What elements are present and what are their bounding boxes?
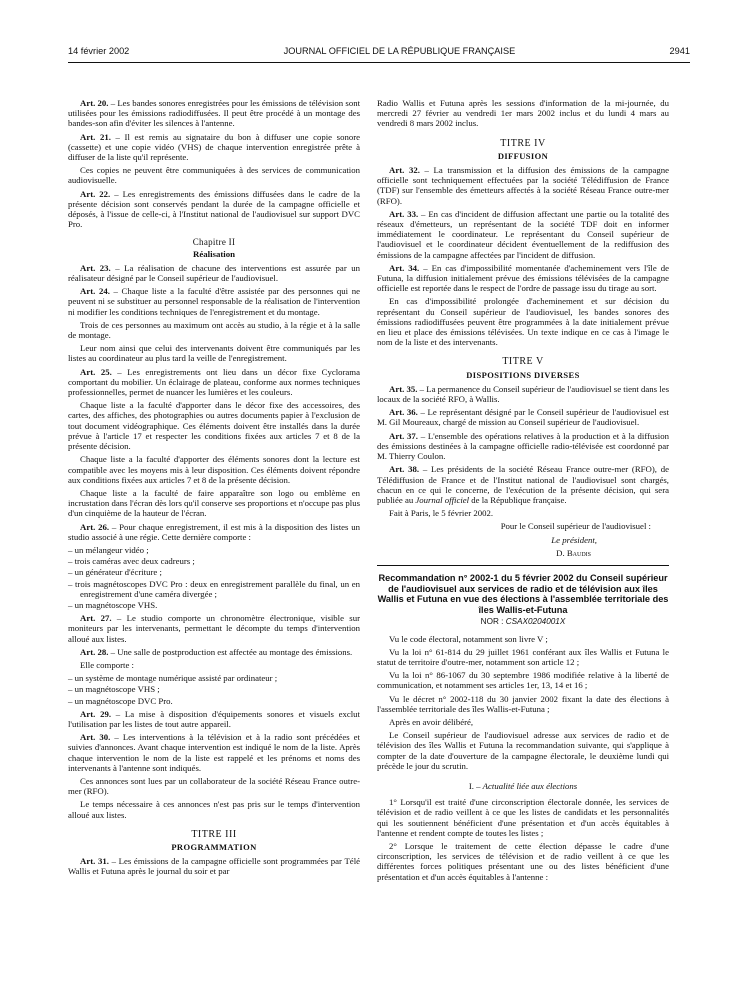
page-header bbox=[68, 44, 690, 58]
article-28: Art. 28. – Une salle de postproduction est affectée au montage des émissions. bbox=[80, 646, 353, 657]
titre-subheading: DISPOSITIONS DIVERSES bbox=[466, 369, 580, 380]
article-26: Art. 26. – Pour chaque enregistrement, il est mis à la disposition des listes un studio associé à une régie. Cette dernière comporte : bbox=[68, 521, 360, 542]
recommendation-title: Recommandation n° 2002-1 du 5 février 2002 du Conseil supérieur de l'audiovisuel aux services de radio et de télévision aux îles Wallis et Futuna en vue des élections à l'assemblée territoriale des îles Wallis-et-Futuna bbox=[377, 572, 669, 615]
header-date: 14 février 2002 bbox=[68, 46, 130, 56]
titre-subheading: DIFFUSION bbox=[497, 150, 549, 161]
list-item: – un magnétoscope VHS ; bbox=[68, 684, 160, 695]
paragraph: 1° Lorsqu'il est traité d'une circonscription électorale donnée, les services de télévision et de radio veillent à ce que les listes de candidats et les personnalités qui les soutiennent bénéficient d'une présentation et d'un accès équitables à l'antenne et rendent compte de toutes les listes ; bbox=[377, 797, 669, 838]
visa: Vu la loi n° 61-814 du 29 juillet 1961 conférant aux îles Wallis et Futuna le statut de territoire d'outre-mer, notamment son article 12 ; bbox=[377, 646, 669, 667]
list-item: – un magnétoscope VHS. bbox=[68, 599, 158, 610]
section-heading: I. – Actualité liée aux élections bbox=[468, 780, 578, 791]
titre-subheading: PROGRAMMATION bbox=[171, 842, 257, 852]
paragraph: Le temps nécessaire à ces annonces n'est pas pris sur le temps d'intervention alloué aux listes. bbox=[68, 799, 360, 820]
paragraph: Le Conseil supérieur de l'audiovisuel adresse aux services de radio et de télévision des îles Wallis et Futuna la recommandation suivante, qui s'applique à compter de la date d'ouverture de la campagne électorale, le deuxième lundi qui précède le jour du scrutin. bbox=[377, 730, 669, 771]
list-item: – un système de montage numérique assisté par ordinateur ; bbox=[68, 673, 278, 684]
article-20: Art. 20. – Les bandes sonores enregistrées pour les émissions de télévision sont utilisées pour les émissions radiodiffusées. Il peut être procédé à un montage des bandes-son afin d'éviter les silences à l'antenne. bbox=[68, 98, 360, 129]
signature-title: Le président, bbox=[551, 534, 597, 545]
right-column bbox=[377, 98, 669, 885]
visa: Vu le décret n° 2002-118 du 30 janvier 2002 fixant la date des élections à l'assemblée territoriale des îles Wallis-et-Futuna ; bbox=[377, 693, 669, 714]
paragraph: Après en avoir délibéré, bbox=[389, 716, 474, 727]
visa: Vu la loi n° 86-1067 du 30 septembre 1986 modifiée relative à la liberté de communication, et notamment ses articles 1er, 13, 14 et 16 ; bbox=[377, 670, 669, 691]
article-38: Art. 38. – Les présidents de la société Réseau France outre-mer (RFO), de Télédiffusion de France et de l'Institut national de l'audiovisuel sont chargés, chacun en ce qui le concerne, de l'exécution de la présente décision, qui sera publiée au Journal officiel de la République française. bbox=[377, 464, 670, 505]
article-29: Art. 29. – La mise à disposition d'équipements sonores et visuels exclut l'utilisation par les listes de tout autre appareil. bbox=[68, 708, 360, 729]
paragraph: Chaque liste a la faculté d'apporter des éléments sonores dont la lecture est compatible avec les moyens mis à leur disposition. Ces éléments doivent répondre aux conditions fixées aux articles 7 et 8 de la présente décision. bbox=[68, 454, 360, 485]
paragraph: Ces copies ne peuvent être communiquées à des services de communication audiovisuelle. bbox=[68, 165, 360, 186]
article-32: Art. 32. – La transmission et la diffusion des émissions de la campagne officielle sont techniquement effectuées par la société Télédiffusion de France (TDF) sur l'ensemble des émetteurs affectés à la société Réseau France outre-mer (RFO). bbox=[377, 165, 669, 206]
paragraph-continued: Radio Wallis et Futuna après les sessions d'information de la mi-journée, du mercredi 27 février au vendredi 1er mars 2002 inclus et du lundi 4 mars au vendredi 8 mars 2002 inclus. bbox=[377, 98, 669, 129]
article-25: Art. 25. – Les enregistrements ont lieu dans un décor fixe Cyclorama comportant du mobilier. Un éclairage de plateau, conforme aux normes techniques professionnelles, permet de nuancer les lumières et les couleurs. bbox=[68, 366, 360, 398]
list-item: – trois magnétoscopes DVC Pro : deux en enregistrement parallèle du final, un en enregistrement d'une caméra divergée ; bbox=[68, 578, 360, 599]
article-37: Art. 37. – L'ensemble des opérations relatives à la production et à la diffusion des émissions destinées à la campagne officielle radio-télévisée est coordonné par M. Thierry Coulon. bbox=[377, 430, 669, 462]
list-item: – un mélangeur vidéo ; bbox=[68, 544, 149, 555]
article-33: Art. 33. – En cas d'incident de diffusion affectant une partie ou la totalité des réseaux d'émetteurs, un représentant de la société TDF doit en informer immédiatement le coordinateur. Le représentant du Conseil supérieur de l'audiovisuel et le coordinateur décident éventuellement de la rediffusion des émissions de la campagne affectées par l'incident de diffusion. bbox=[377, 208, 669, 260]
date-line: Fait à Paris, le 5 février 2002. bbox=[389, 508, 494, 519]
titre-heading: TITRE V bbox=[502, 356, 544, 368]
section-separator bbox=[377, 565, 669, 566]
paragraph: Elle comporte : bbox=[80, 659, 134, 670]
article-35: Art. 35. – La permanence du Conseil supérieur de l'audiovisuel se tient dans les locaux de la société RFO, à Wallis. bbox=[377, 383, 669, 405]
article-30: Art. 30. – Les interventions à la télévision et à la radio sont précédées et suivies d'annonces. Avant chaque intervention est indiqué le nom de la liste. Après chaque intervention le nom de la liste est rappelé et les prénoms et noms des intervenants à l'antenne sont indiqués. bbox=[68, 732, 360, 773]
paragraph: En cas d'impossibilité prolongée d'acheminement et sur décision du représentant du Conseil supérieur de l'audiovisuel, les bandes sonores des émissions radiodiffusées peuvent être programmées à la date initialement prévue en lieu et place des émissions télévisées. Un texte indique en ce cas à l'image le nom de la liste et des intervenants. bbox=[377, 296, 669, 348]
header-page-number: 2941 bbox=[669, 46, 690, 56]
article-36: Art. 36. – Le représentant désigné par le Conseil supérieur de l'audiovisuel est M. Gil Moureaux, chargé de mission au Conseil supérieur de l'audiovisuel. bbox=[377, 407, 669, 428]
paragraph: Chaque liste a la faculté d'apporter dans le décor fixe des accessoires, des cartes, des affiches, des photographies ou autres documents papier à l'exclusion de tout document vidéographique. Ces éléments doivent être installés dans la durée prévue à l'article 17 et respecter les conditions fixées aux articles 7 et 8 de la présente décision. bbox=[68, 400, 360, 452]
list-item: – trois caméras avec deux cadreurs ; bbox=[68, 556, 195, 567]
article-27: Art. 27. – Le studio comporte un chronomètre électronique, visible sur moniteurs par les intervenants, permettant le décompte du temps d'intervention alloué aux listes. bbox=[68, 613, 360, 644]
chapter-heading: Chapitre II bbox=[192, 237, 236, 248]
article-22: Art. 22. – Les enregistrements des émissions diffusées dans le cadre de la présente décision sont conservés pendant la durée de la campagne officielle et déposés, à l'issue de celle-ci, à l'Institut national de l'audiovisuel sur support DVC Pro. bbox=[68, 188, 360, 230]
paragraph: Trois de ces personnes au maximum ont accès au studio, à la régie et à la salle de montage. bbox=[68, 319, 360, 341]
list-item: – un générateur d'écriture ; bbox=[68, 567, 162, 578]
paragraph: Ces annonces sont lues par un collaborateur de la société Réseau France outre-mer (RFO). bbox=[68, 775, 360, 797]
paragraph: Leur nom ainsi que celui des intervenants doivent être communiqués par les listes au coordinateur au plus tard la veille de l'enregistrement. bbox=[68, 343, 360, 364]
article-31: Art. 31. – Les émissions de la campagne officielle sont programmées par Télé Wallis et Futuna après le journal du soir et par bbox=[68, 856, 361, 877]
signature-authority: Pour le Conseil supérieur de l'audiovisuel : bbox=[500, 521, 651, 532]
header-title: JOURNAL OFFICIEL DE LA RÉPUBLIQUE FRANÇAISE bbox=[283, 46, 516, 56]
article-23: Art. 23. – La réalisation de chacune des interventions est assurée par un réalisateur désigné par le Conseil supérieur de l'audiovisuel. bbox=[68, 262, 360, 284]
paragraph: 2° Lorsque le traitement de cette élection dépasse le cadre d'une circonscription, les services de télévision et de radio veillent à ce que les différentes forces politiques présentant une ou des listes bénéficient d'une présentation et d'un accès équitables à l'antenne : bbox=[377, 840, 669, 882]
chapter-subheading: Réalisation bbox=[192, 248, 236, 259]
left-column bbox=[68, 98, 360, 880]
header-rule bbox=[68, 62, 690, 63]
article-24: Art. 24. – Chaque liste a la faculté d'être assistée par des personnes qui ne peuvent ni se substituer au personnel responsable de la réalisation de l'intervention ni modifier les conditions techniques de l'enregistrement et du montage. bbox=[68, 286, 360, 317]
article-34: Art. 34. – En cas d'impossibilité momentanée d'acheminement vers l'île de Futuna, la diffusion initialement prévue des émissions télévisées de la campagne officielle est reportée dans le respect de l'ordre de passage issu du tirage au sort. bbox=[377, 262, 669, 294]
article-21: Art. 21. – Il est remis au signataire du bon à diffuser une copie sonore (cassette) et une copie vidéo (VHS) de chaque intervention enregistrée prête à diffuser de la liste qu'il représente. bbox=[68, 131, 361, 163]
titre-heading: TITRE III bbox=[191, 828, 237, 840]
signature-name: D. Baudis bbox=[556, 547, 591, 558]
titre-heading: TITRE IV bbox=[500, 137, 546, 149]
visa: Vu le code électoral, notamment son livre V ; bbox=[389, 633, 548, 644]
list-item: – un magnétoscope DVC Pro. bbox=[68, 695, 173, 706]
nor-reference: NOR : CSAX0204001X bbox=[480, 617, 566, 627]
paragraph: Chaque liste a la faculté de faire apparaître son logo ou emblème en incrustation dans l'écran dès lors qu'il conserve ses proportions et n'occupe pas plus d'un cinquième de la hauteur de l'écran. bbox=[68, 487, 360, 519]
